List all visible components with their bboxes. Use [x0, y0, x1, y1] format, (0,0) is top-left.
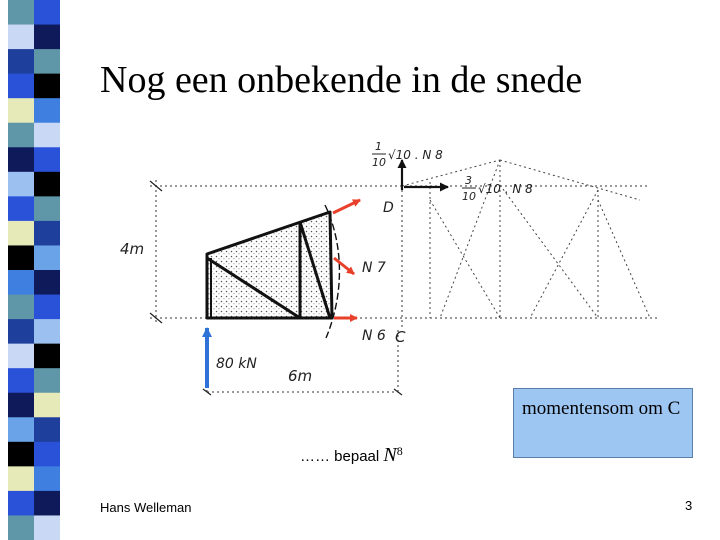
caption-symbol: N	[383, 444, 397, 466]
n7-label: N 7	[362, 260, 386, 276]
n8-force-arrow	[333, 200, 360, 213]
caption-superscript: 8	[396, 444, 403, 458]
width-label: 6m	[288, 367, 313, 385]
svg-text:10: 10	[462, 190, 476, 203]
svg-text:3: 3	[465, 174, 472, 187]
height-label: 4m	[120, 240, 145, 258]
task-caption	[300, 444, 403, 467]
svg-text:√10 . N 8: √10 . N 8	[388, 148, 443, 162]
author-name: Hans Welleman	[100, 500, 192, 515]
svg-text:1: 1	[375, 140, 382, 153]
truss-section-part	[207, 212, 332, 318]
point-c-label: C	[395, 328, 406, 346]
n7-force-arrow	[334, 258, 354, 274]
vertical-component-label	[372, 140, 443, 169]
slide-title: Nog een onbekende in de snede	[100, 59, 583, 101]
n6-label: N 6	[362, 328, 386, 344]
moment-sum-callout: momentensom om C	[513, 388, 693, 458]
page-number: 3	[685, 498, 693, 513]
horizontal-component-label	[462, 174, 533, 203]
svg-text:10: 10	[372, 156, 386, 169]
point-d-label: D	[383, 200, 394, 216]
load-label: 80 kN	[216, 356, 257, 372]
caption-prefix: …… bepaal	[300, 448, 380, 465]
svg-text:√10 . N 8: √10 . N 8	[478, 182, 533, 196]
member-force-arrows	[333, 200, 360, 318]
